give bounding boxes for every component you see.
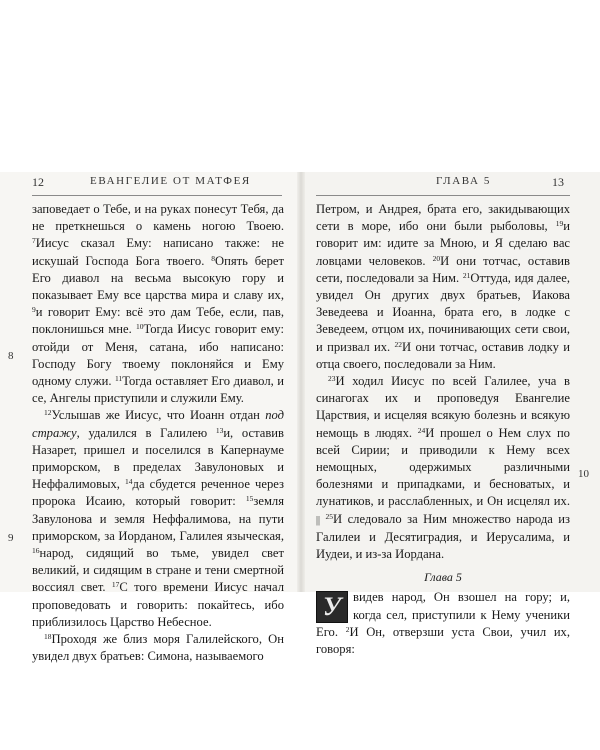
text-run: Опять берет Его диавол на весьма высокую гору и показывает Ему все царства мира и славу их, (32, 253, 285, 303)
paragraph (32, 407, 284, 631)
verse-number: 19 (555, 219, 564, 229)
verse-number: 12 (44, 408, 52, 418)
verse-number: 16 (32, 546, 40, 556)
paragraph (316, 589, 570, 658)
text-run: заповедает о Тебе, и на руках понесут Тебя, да не преткнешься о камень ногою Твоею. (32, 202, 284, 234)
text-run: И они тотчас, оставив сети, последовали за Ним. (316, 253, 570, 285)
verse-number: 17 (111, 580, 120, 590)
text-run: и говорит им: идите за Мною, и Я сделаю вас ловцами человеков. (316, 219, 570, 268)
drop-cap-letter: У (322, 592, 342, 622)
verse-number: 20 (432, 253, 441, 263)
verse-number: 24 (417, 425, 426, 435)
right-header-rule (316, 195, 570, 196)
verse-number: 13 (215, 425, 224, 435)
text-run: Тогда Иисус говорит ему: отойди от Меня, сатана, ибо написано: Господу Богу твоему поклоняйся и Ему одному служи. (32, 322, 284, 389)
verse-number: 22 (394, 339, 403, 349)
text-run: и говорит Ему: всё это дам Тебе, если, пав, поклонишься мне. (32, 305, 284, 337)
verse-number: 23 (328, 374, 336, 384)
text-run: и, оставив Назарет, пришел и поселился в Капернауме приморском, в пределах Завулоновых и Неффалимовых, (32, 425, 284, 492)
verse-number: 7 (32, 236, 36, 246)
left-margin-verse-marker: 8 (8, 350, 14, 362)
right-page-header (316, 175, 570, 195)
right-margin-verse-marker: 10 (578, 468, 589, 480)
chapter-heading: Глава 5 (424, 570, 462, 585)
text-run: Тогда оставляет Его диавол, и се, Ангелы приступили и служили Ему. (32, 374, 284, 406)
verse-number: 11 (115, 374, 123, 384)
text-run: И следовало за Ним множество народа из Галилеи и Десятиградия, и Иерусалима, и Иудеи, и из-за Иордана. (316, 511, 570, 562)
text-run: И прошел о Нем слух по всей Сирии; и приводили к Нему всех немощных, одержимых различными болезнями и припадками, и бесноватых, и лунатиков, и расслабленных, и Он исцелял их. (316, 425, 570, 509)
paragraph (32, 631, 284, 665)
text-run: И ходил Иисус по всей Галилее, уча в синагогах их и проповедуя Евангелие Царствия, и исцеляя всякую болезнь и всякую немощь в людях. (316, 374, 570, 440)
verse-number: 25 (325, 511, 333, 521)
text-run: да сбудется реченное через пророка Исаию, который говорит: (32, 477, 284, 509)
right-page-number: 13 (552, 175, 564, 189)
paragraph (32, 201, 284, 407)
text-run: И Он, отверзши уста Свои, учил их, говоря: (316, 624, 570, 657)
verse-number: 14 (125, 477, 133, 487)
left-page-body (32, 201, 284, 665)
verse-number: 21 (462, 270, 471, 280)
text-run: Услышав же Иисус, что Иоанн отдан (51, 408, 266, 423)
section-mark: || (316, 514, 321, 526)
text-run: Проходя же близ моря Галилейского, Он увидел двух братьев: Симона, называемого (32, 632, 284, 664)
left-page-header (32, 175, 282, 195)
left-running-title: ЕВАНГЕЛИЕ ОТ МАТФЕЯ (90, 175, 251, 187)
text-run: земля Завулонова и земля Неффалимова, на пути приморском, за Иорданом, Галилея языческая, (32, 494, 284, 543)
right-page-body (316, 201, 570, 658)
paragraph (316, 201, 570, 373)
right-running-title: ГЛАВА 5 (436, 175, 491, 187)
italic-text: под стражу (32, 408, 284, 440)
verse-number: 10 (135, 322, 144, 332)
text-run: Иисус сказал Ему: написано также: не искушай Господа Бога твоего. (32, 236, 284, 268)
text-run: народ, сидящий во тьме, увидел свет великий, и сидящим в стране и тени смертной воссиял свет. (32, 546, 284, 595)
book-gutter (297, 172, 305, 592)
verse-number: 9 (32, 305, 36, 315)
verse-number: 15 (245, 494, 254, 504)
text-run: С того времени Иисус начал проповедовать и говорить: покайтесь, ибо приблизилось Царство Небесное. (32, 580, 284, 629)
left-header-rule (32, 195, 282, 196)
verse-number: 8 (211, 253, 215, 263)
text-run: , удалился в Галилею (76, 425, 216, 440)
verse-number: 2 (345, 624, 350, 634)
text-run: Оттуда, идя далее, увидел Он других двух братьев, Иакова Зеведеева и Иоанна, брата его, в лодке с Зеведеем, отцом их, починивающих сети свои, и призвал их. (316, 270, 571, 354)
left-page-number: 12 (32, 175, 44, 189)
verse-number: 18 (44, 632, 52, 642)
left-margin-verse-marker: 9 (8, 532, 14, 544)
drop-cap-ornament (316, 591, 348, 623)
text-run: И они тотчас, оставив лодку и отца своего, последовали за Ним. (316, 339, 570, 371)
text-run: видев народ, Он взошел на гору; и, когда сел, приступили к Нему ученики Его. (316, 590, 570, 639)
paragraph (316, 373, 570, 563)
text-run: Петром, и Андрея, брата его, закидывающих сети в море, ибо они были рыболовы, (316, 202, 570, 234)
